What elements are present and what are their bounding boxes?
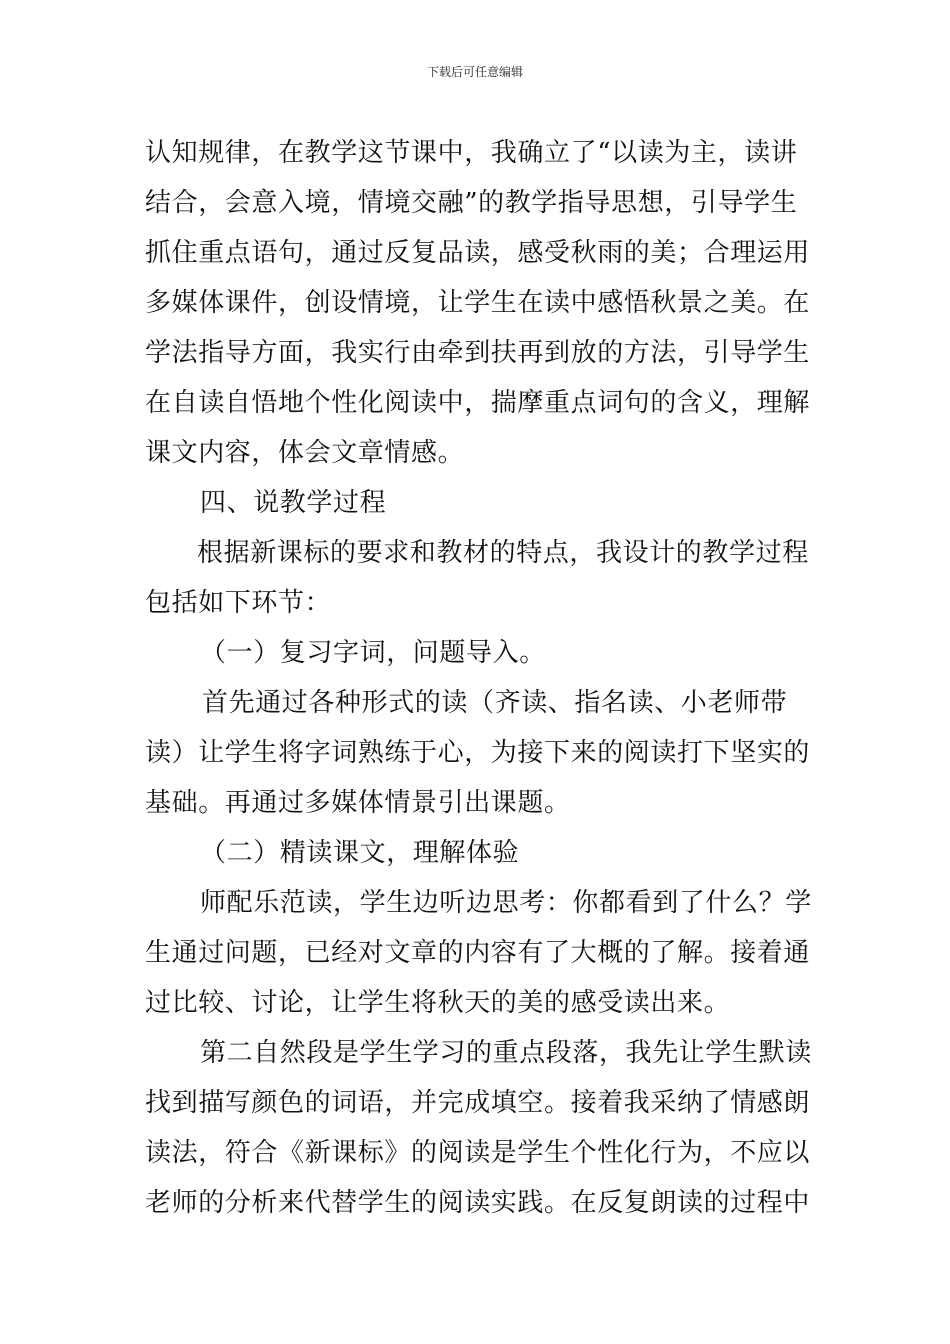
- text-line: 老师的分析来代替学生的阅读实践。在反复朗读的过程中: [145, 1188, 811, 1218]
- text-line: 基础。再通过多媒体情景引出课题。: [145, 788, 571, 818]
- section-heading: 四、说教学过程: [200, 488, 387, 518]
- document-body: [145, 128, 812, 1228]
- subsection-heading: （二）精读课文，理解体验: [200, 838, 520, 868]
- text-line: 找到描写颜色的词语，并完成填空。接着我采纳了情感朗: [145, 1088, 811, 1118]
- page-header: 下载后可任意编辑: [426, 65, 523, 79]
- text-line: 根据新课标的要求和教材的特点，我设计的教学过程: [197, 538, 809, 568]
- text-line: 第二自然段是学生学习的重点段落，我先让学生默读: [200, 1038, 812, 1068]
- text-line: 学法指导方面，我实行由牵到扶再到放的方法，引导学生: [145, 338, 811, 368]
- subsection-heading: （一）复习字词，问题导入。: [200, 638, 546, 668]
- text-line: 包括如下环节：: [145, 588, 332, 618]
- text-line: 抓住重点语句，通过反复品读，感受秋雨的美；合理运用: [145, 238, 811, 268]
- text-line: 课文内容，体会文章情感。: [145, 438, 465, 468]
- text-line: 首先通过各种形式的读（齐读、指名读、小老师带: [202, 688, 788, 718]
- text-line: 多媒体课件，创设情境，让学生在读中感悟秋景之美。在: [145, 288, 811, 318]
- text-line: 认知规律，在教学这节课中，我确立了“以读为主，读讲: [145, 138, 798, 168]
- text-line: 读法，符合《新课标》的阅读是学生个性化行为，不应以: [145, 1138, 811, 1168]
- text-line: 在自读自悟地个性化阅读中，揣摩重点词句的含义，理解: [145, 388, 811, 418]
- text-line: 生通过问题，已经对文章的内容有了大概的了解。接着通: [145, 938, 811, 968]
- text-line: 结合，会意入境，情境交融”的教学指导思想，引导学生: [145, 188, 798, 218]
- text-line: 读）让学生将字词熟练于心，为接下来的阅读打下坚实的: [145, 738, 811, 768]
- text-line: 过比较、讨论，让学生将秋天的美的感受读出来。: [145, 988, 731, 1018]
- text-line: 师配乐范读，学生边听边思考：你都看到了什么？学: [200, 888, 812, 918]
